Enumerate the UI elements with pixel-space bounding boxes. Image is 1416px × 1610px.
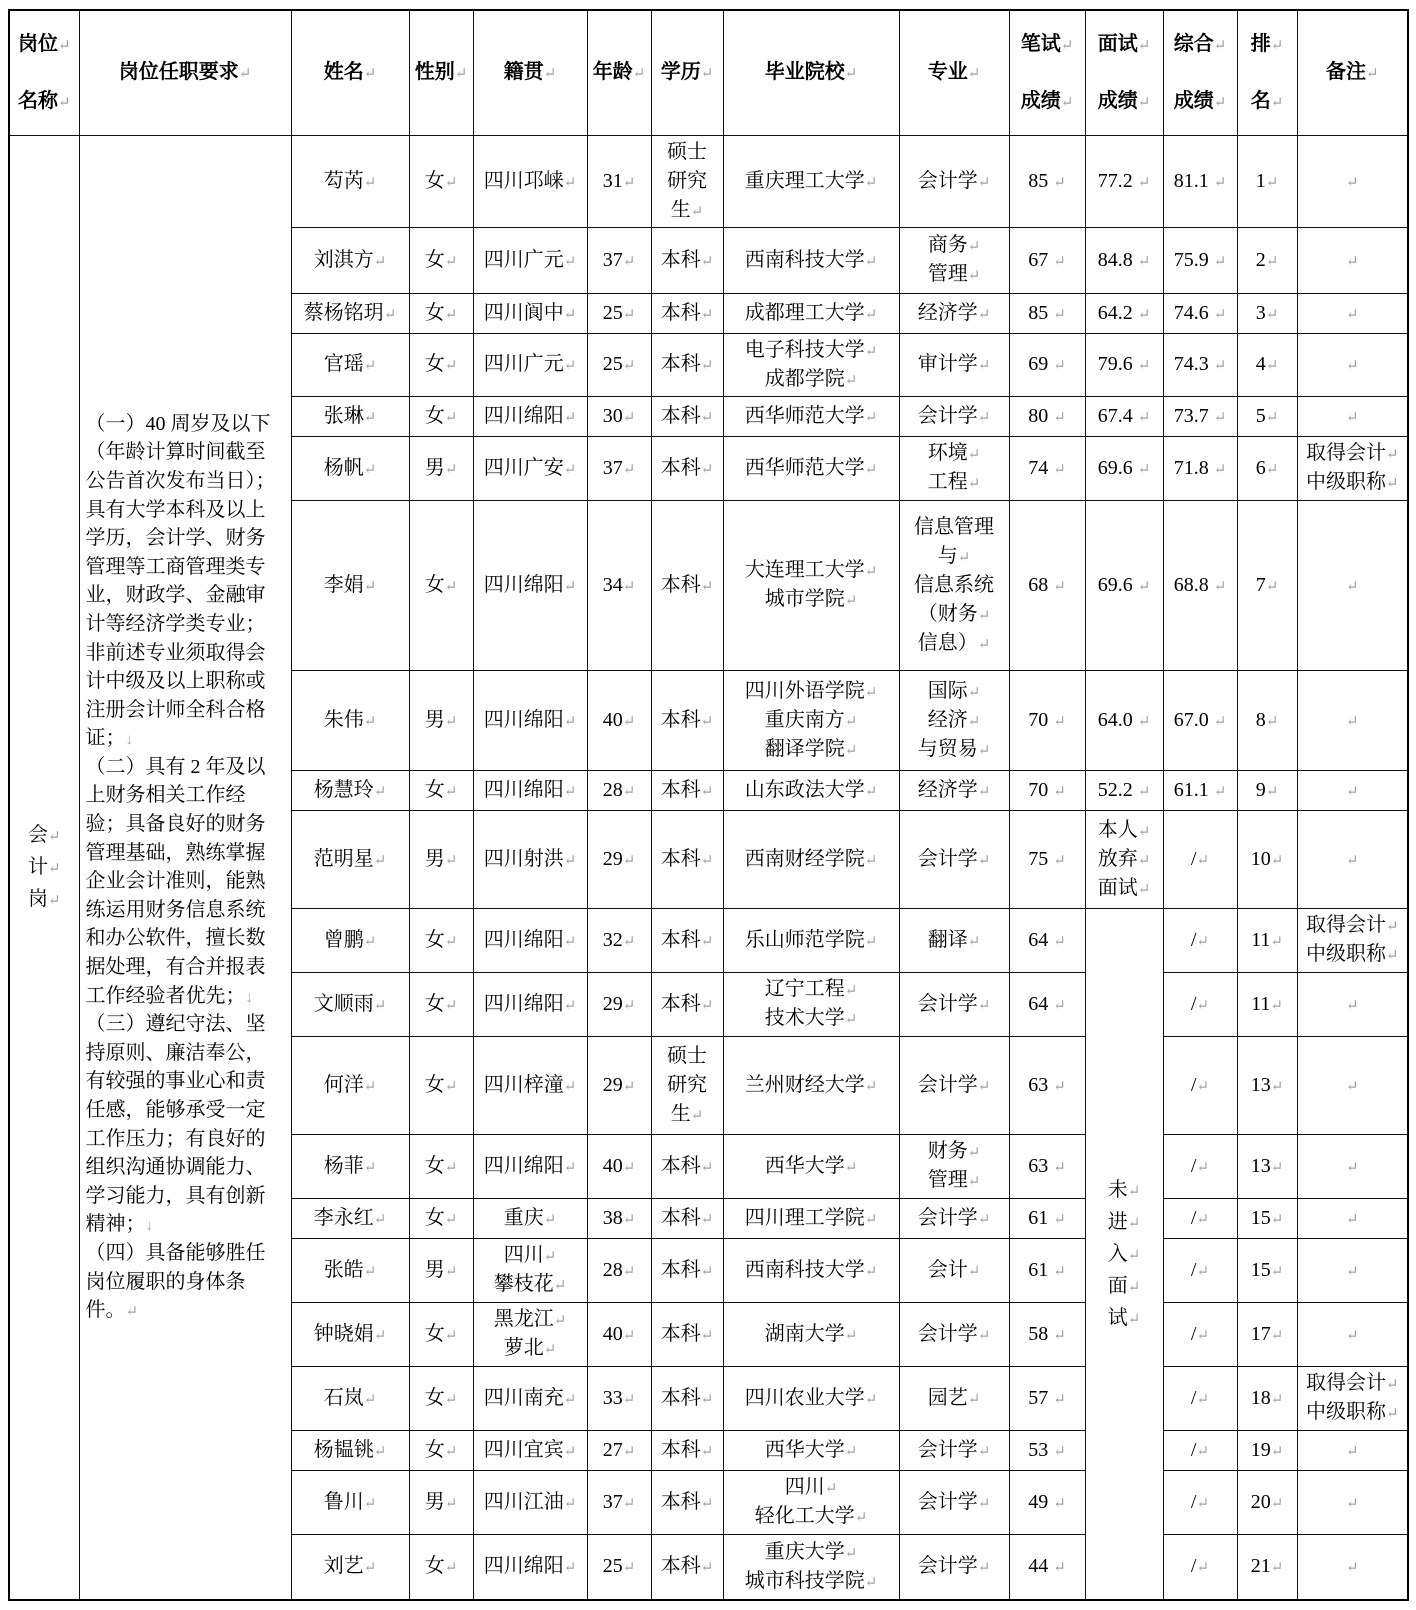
written-score-cell: 70 ↵ xyxy=(1009,670,1085,770)
hometown-cell: 四川绵阳↵ xyxy=(473,972,587,1036)
education-cell: 本科↵ xyxy=(651,972,723,1036)
gender-cell: 女↵ xyxy=(409,135,473,227)
age-cell: 27↵ xyxy=(587,1430,651,1470)
written-score-cell: 57 ↵ xyxy=(1009,1366,1085,1430)
overall-score-cell: /↵ xyxy=(1163,1470,1237,1534)
written-score-cell: 85 ↵ xyxy=(1009,293,1085,333)
major-cell: 会计学↵ xyxy=(899,1198,1009,1238)
education-cell: 本科↵ xyxy=(651,1198,723,1238)
name-cell: 鲁川↵ xyxy=(291,1470,409,1534)
age-cell: 37↵ xyxy=(587,1470,651,1534)
header-name: 姓名↵ xyxy=(291,10,409,135)
position-requirements-cell: （一）40 周岁及以下（年龄计算时间截至公告首次发布当日）；具有大学本科及以上学历，会计学、财务管理等工商管理类专业，财政学、金融审计等经济学类专业；非前述专业须取得会计中级及以上职称或注册会计师全科合格证；↓ （二）具有 2 年及以上财务相关工作经验；具备良好的财务管理基础，熟练掌握企业会计准则，能熟练运用财务信息系统和办公软件，擅长数据处理，有合并报表工作经验者优先；↓ （三）遵纪守法、坚持原则、廉洁奉公，有较强的事业心和责任感，能够承受一定工作压力；有良好的组织沟通协调能力、学习能力，具有创新精神；↓ （四）具备能够胜任岗位履职的身体条件。↵ xyxy=(79,135,291,1600)
school-cell: 重庆大学↵ 城市科技学院↵ xyxy=(723,1534,899,1600)
major-cell: 经济学↵ xyxy=(899,293,1009,333)
hometown-cell: 四川绵阳↵ xyxy=(473,500,587,670)
overall-score-cell: /↵ xyxy=(1163,1238,1237,1302)
education-cell: 本科↵ xyxy=(651,293,723,333)
rank-cell: 4↵ xyxy=(1237,333,1297,396)
header-remark: 备注↵ xyxy=(1297,10,1408,135)
age-cell: 29↵ xyxy=(587,972,651,1036)
hometown-cell: 四川广元↵ xyxy=(473,227,587,293)
gender-cell: 女↵ xyxy=(409,908,473,972)
hometown-cell: 四川↵ 攀枝花↵ xyxy=(473,1238,587,1302)
education-cell: 本科↵ xyxy=(651,1430,723,1470)
age-cell: 40↵ xyxy=(587,1302,651,1366)
major-cell: 会计学↵ xyxy=(899,1534,1009,1600)
school-cell: 山东政法大学↵ xyxy=(723,770,899,810)
education-cell: 本科↵ xyxy=(651,1134,723,1198)
school-cell: 兰州财经大学↵ xyxy=(723,1036,899,1134)
name-cell: 杨慧玲↵ xyxy=(291,770,409,810)
overall-score-cell: 75.9 ↵ xyxy=(1163,227,1237,293)
education-cell: 本科↵ xyxy=(651,1366,723,1430)
name-cell: 蔡杨铭玥↵ xyxy=(291,293,409,333)
rank-cell: 11↵ xyxy=(1237,972,1297,1036)
education-cell: 本科↵ xyxy=(651,333,723,396)
major-cell: 经济学↵ xyxy=(899,770,1009,810)
rank-cell: 9↵ xyxy=(1237,770,1297,810)
gender-cell: 女↵ xyxy=(409,1198,473,1238)
interview-score-cell: 64.2 ↵ xyxy=(1085,293,1163,333)
gender-cell: 女↵ xyxy=(409,396,473,436)
overall-score-cell: /↵ xyxy=(1163,1302,1237,1366)
hometown-cell: 重庆↵ xyxy=(473,1198,587,1238)
age-cell: 40↵ xyxy=(587,1134,651,1198)
remark-cell: ↵ xyxy=(1297,227,1408,293)
rank-cell: 10↵ xyxy=(1237,810,1297,908)
written-score-cell: 80 ↵ xyxy=(1009,396,1085,436)
remark-cell: ↵ xyxy=(1297,333,1408,396)
overall-score-cell: 61.1 ↵ xyxy=(1163,770,1237,810)
education-cell: 本科↵ xyxy=(651,810,723,908)
age-cell: 28↵ xyxy=(587,770,651,810)
name-cell: 刘淇方↵ xyxy=(291,227,409,293)
gender-cell: 女↵ xyxy=(409,1430,473,1470)
age-cell: 25↵ xyxy=(587,1534,651,1600)
major-cell: 会计学↵ xyxy=(899,972,1009,1036)
remark-cell: ↵ xyxy=(1297,1036,1408,1134)
gender-cell: 男↵ xyxy=(409,1238,473,1302)
major-cell: 会计学↵ xyxy=(899,1470,1009,1534)
school-cell: 西华大学↵ xyxy=(723,1134,899,1198)
remark-cell: ↵ xyxy=(1297,396,1408,436)
remark-cell: ↵ xyxy=(1297,500,1408,670)
major-cell: 园艺↵ xyxy=(899,1366,1009,1430)
hometown-cell: 四川绵阳↵ xyxy=(473,1134,587,1198)
gender-cell: 女↵ xyxy=(409,1036,473,1134)
remark-cell: ↵ xyxy=(1297,670,1408,770)
rank-cell: 11↵ xyxy=(1237,908,1297,972)
written-score-cell: 64 ↵ xyxy=(1009,908,1085,972)
hometown-cell: 四川阆中↵ xyxy=(473,293,587,333)
overall-score-cell: /↵ xyxy=(1163,972,1237,1036)
gender-cell: 女↵ xyxy=(409,972,473,1036)
major-cell: 会计学↵ xyxy=(899,396,1009,436)
school-cell: 四川↵ 轻化工大学↵ xyxy=(723,1470,899,1534)
school-cell: 西华大学↵ xyxy=(723,1430,899,1470)
header-position-name: 岗位↵ 名称↵ xyxy=(9,10,79,135)
age-cell: 28↵ xyxy=(587,1238,651,1302)
overall-score-cell: 81.1 ↵ xyxy=(1163,135,1237,227)
education-cell: 本科↵ xyxy=(651,1238,723,1302)
name-cell: 杨帆↵ xyxy=(291,436,409,500)
major-cell: 信息管理 与↵ 信息系统 （财务↵ 信息）↵ xyxy=(899,500,1009,670)
education-cell: 本科↵ xyxy=(651,500,723,670)
header-age: 年龄↵ xyxy=(587,10,651,135)
school-cell: 四川外语学院↵ 重庆南方↵ 翻译学院↵ xyxy=(723,670,899,770)
rank-cell: 3↵ xyxy=(1237,293,1297,333)
written-score-cell: 61 ↵ xyxy=(1009,1198,1085,1238)
header-overall-score: 综合↵ 成绩↵ xyxy=(1163,10,1237,135)
age-cell: 32↵ xyxy=(587,908,651,972)
overall-score-cell: /↵ xyxy=(1163,1198,1237,1238)
remark-cell: ↵ xyxy=(1297,135,1408,227)
rank-cell: 5↵ xyxy=(1237,396,1297,436)
school-cell: 电子科技大学↵ 成都学院↵ xyxy=(723,333,899,396)
remark-cell: ↵ xyxy=(1297,1238,1408,1302)
major-cell: 环境↵ 工程↵ xyxy=(899,436,1009,500)
major-cell: 财务↵ 管理↵ xyxy=(899,1134,1009,1198)
education-cell: 硕士 研究 生↵ xyxy=(651,1036,723,1134)
hometown-cell: 黑龙江↵ 萝北↵ xyxy=(473,1302,587,1366)
overall-score-cell: /↵ xyxy=(1163,1430,1237,1470)
education-cell: 本科↵ xyxy=(651,1302,723,1366)
remark-cell: ↵ xyxy=(1297,1534,1408,1600)
gender-cell: 女↵ xyxy=(409,1134,473,1198)
school-cell: 辽宁工程↵ 技术大学↵ xyxy=(723,972,899,1036)
hometown-cell: 四川绵阳↵ xyxy=(473,396,587,436)
age-cell: 38↵ xyxy=(587,1198,651,1238)
hometown-cell: 四川绵阳↵ xyxy=(473,1534,587,1600)
major-cell: 会计学↵ xyxy=(899,810,1009,908)
education-cell: 本科↵ xyxy=(651,908,723,972)
position-name-cell: 会↵ 计↵ 岗↵ xyxy=(9,135,79,1600)
written-score-cell: 64 ↵ xyxy=(1009,972,1085,1036)
rank-cell: 2↵ xyxy=(1237,227,1297,293)
gender-cell: 男↵ xyxy=(409,1470,473,1534)
major-cell: 会计学↵ xyxy=(899,1036,1009,1134)
hometown-cell: 四川射洪↵ xyxy=(473,810,587,908)
education-cell: 本科↵ xyxy=(651,436,723,500)
gender-cell: 男↵ xyxy=(409,670,473,770)
written-score-cell: 53 ↵ xyxy=(1009,1430,1085,1470)
age-cell: 25↵ xyxy=(587,333,651,396)
remark-cell: ↵ xyxy=(1297,293,1408,333)
rank-cell: 20↵ xyxy=(1237,1470,1297,1534)
gender-cell: 男↵ xyxy=(409,810,473,908)
remark-cell: 取得会计↵ 中级职称↵ xyxy=(1297,908,1408,972)
hometown-cell: 四川绵阳↵ xyxy=(473,670,587,770)
school-cell: 重庆理工大学↵ xyxy=(723,135,899,227)
rank-cell: 7↵ xyxy=(1237,500,1297,670)
interview-score-cell: 79.6 ↵ xyxy=(1085,333,1163,396)
recruitment-results-table xyxy=(8,9,1409,1601)
header-requirements: 岗位任职要求↵ xyxy=(79,10,291,135)
age-cell: 40↵ xyxy=(587,670,651,770)
interview-score-cell: 52.2 ↵ xyxy=(1085,770,1163,810)
written-score-cell: 44 ↵ xyxy=(1009,1534,1085,1600)
age-cell: 34↵ xyxy=(587,500,651,670)
header-rank: 排↵ 名↵ xyxy=(1237,10,1297,135)
major-cell: 审计学↵ xyxy=(899,333,1009,396)
hometown-cell: 四川绵阳↵ xyxy=(473,908,587,972)
written-score-cell: 63 ↵ xyxy=(1009,1036,1085,1134)
header-education: 学历↵ xyxy=(651,10,723,135)
written-score-cell: 75 ↵ xyxy=(1009,810,1085,908)
interview-score-cell: 67.4 ↵ xyxy=(1085,396,1163,436)
school-cell: 西华师范大学↵ xyxy=(723,396,899,436)
overall-score-cell: 73.7 ↵ xyxy=(1163,396,1237,436)
gender-cell: 女↵ xyxy=(409,1534,473,1600)
written-score-cell: 69 ↵ xyxy=(1009,333,1085,396)
interview-score-cell: 77.2 ↵ xyxy=(1085,135,1163,227)
header-gender: 性别↵ xyxy=(409,10,473,135)
name-cell: 张皓↵ xyxy=(291,1238,409,1302)
header-interview-score: 面试↵ 成绩↵ xyxy=(1085,10,1163,135)
interview-score-cell: 84.8 ↵ xyxy=(1085,227,1163,293)
gender-cell: 女↵ xyxy=(409,500,473,670)
written-score-cell: 61 ↵ xyxy=(1009,1238,1085,1302)
rank-cell: 17↵ xyxy=(1237,1302,1297,1366)
remark-cell: ↵ xyxy=(1297,1430,1408,1470)
name-cell: 刘艺↵ xyxy=(291,1534,409,1600)
written-score-cell: 49 ↵ xyxy=(1009,1470,1085,1534)
age-cell: 29↵ xyxy=(587,1036,651,1134)
hometown-cell: 四川梓潼↵ xyxy=(473,1036,587,1134)
written-score-cell: 58 ↵ xyxy=(1009,1302,1085,1366)
hometown-cell: 四川绵阳↵ xyxy=(473,770,587,810)
overall-score-cell: 67.0 ↵ xyxy=(1163,670,1237,770)
major-cell: 会计学↵ xyxy=(899,1430,1009,1470)
school-cell: 乐山师范学院↵ xyxy=(723,908,899,972)
education-cell: 本科↵ xyxy=(651,396,723,436)
rank-cell: 15↵ xyxy=(1237,1198,1297,1238)
header-row xyxy=(9,10,1408,135)
school-cell: 湖南大学↵ xyxy=(723,1302,899,1366)
rank-cell: 21↵ xyxy=(1237,1534,1297,1600)
gender-cell: 女↵ xyxy=(409,227,473,293)
name-cell: 范明星↵ xyxy=(291,810,409,908)
written-score-cell: 67 ↵ xyxy=(1009,227,1085,293)
name-cell: 张琳↵ xyxy=(291,396,409,436)
name-cell: 李娟↵ xyxy=(291,500,409,670)
name-cell: 何洋↵ xyxy=(291,1036,409,1134)
education-cell: 本科↵ xyxy=(651,1534,723,1600)
education-cell: 本科↵ xyxy=(651,227,723,293)
education-cell: 本科↵ xyxy=(651,670,723,770)
name-cell: 钟晓娟↵ xyxy=(291,1302,409,1366)
interview-score-cell: 本人↵ 放弃↵ 面试↵ xyxy=(1085,810,1163,908)
name-cell: 李永红↵ xyxy=(291,1198,409,1238)
major-cell: 会计学↵ xyxy=(899,135,1009,227)
major-cell: 翻译↵ xyxy=(899,908,1009,972)
no-interview-merged-cell: 未↵ 进↵ 入↵ 面↵ 试↵ xyxy=(1085,908,1163,1600)
remark-cell: ↵ xyxy=(1297,1302,1408,1366)
age-cell: 30↵ xyxy=(587,396,651,436)
written-score-cell: 74 ↵ xyxy=(1009,436,1085,500)
gender-cell: 女↵ xyxy=(409,1366,473,1430)
interview-score-cell: 69.6 ↵ xyxy=(1085,436,1163,500)
education-cell: 本科↵ xyxy=(651,1470,723,1534)
rank-cell: 18↵ xyxy=(1237,1366,1297,1430)
gender-cell: 女↵ xyxy=(409,770,473,810)
name-cell: 芶芮↵ xyxy=(291,135,409,227)
header-hometown: 籍贯↵ xyxy=(473,10,587,135)
age-cell: 25↵ xyxy=(587,293,651,333)
name-cell: 石岚↵ xyxy=(291,1366,409,1430)
remark-cell: ↵ xyxy=(1297,770,1408,810)
header-major: 专业↵ xyxy=(899,10,1009,135)
remark-cell: 取得会计↵ 中级职称↵ xyxy=(1297,1366,1408,1430)
gender-cell: 男↵ xyxy=(409,436,473,500)
remark-cell: ↵ xyxy=(1297,810,1408,908)
school-cell: 大连理工大学↵ 城市学院↵ xyxy=(723,500,899,670)
hometown-cell: 四川广安↵ xyxy=(473,436,587,500)
hometown-cell: 四川广元↵ xyxy=(473,333,587,396)
written-score-cell: 68 ↵ xyxy=(1009,500,1085,670)
name-cell: 官瑶↵ xyxy=(291,333,409,396)
rank-cell: 13↵ xyxy=(1237,1134,1297,1198)
table-row xyxy=(9,135,1408,227)
overall-score-cell: /↵ xyxy=(1163,1534,1237,1600)
interview-score-cell: 69.6 ↵ xyxy=(1085,500,1163,670)
written-score-cell: 63 ↵ xyxy=(1009,1134,1085,1198)
age-cell: 33↵ xyxy=(587,1366,651,1430)
school-cell: 西南财经学院↵ xyxy=(723,810,899,908)
remark-cell: ↵ xyxy=(1297,1198,1408,1238)
overall-score-cell: /↵ xyxy=(1163,810,1237,908)
name-cell: 杨菲↵ xyxy=(291,1134,409,1198)
written-score-cell: 70 ↵ xyxy=(1009,770,1085,810)
hometown-cell: 四川江油↵ xyxy=(473,1470,587,1534)
rank-cell: 6↵ xyxy=(1237,436,1297,500)
gender-cell: 女↵ xyxy=(409,293,473,333)
overall-score-cell: 71.8 ↵ xyxy=(1163,436,1237,500)
rank-cell: 19↵ xyxy=(1237,1430,1297,1470)
remark-cell: ↵ xyxy=(1297,972,1408,1036)
overall-score-cell: /↵ xyxy=(1163,1036,1237,1134)
name-cell: 杨韫铫↵ xyxy=(291,1430,409,1470)
hometown-cell: 四川南充↵ xyxy=(473,1366,587,1430)
header-written-score: 笔试↵ 成绩↵ xyxy=(1009,10,1085,135)
overall-score-cell: /↵ xyxy=(1163,1366,1237,1430)
hometown-cell: 四川邛崃↵ xyxy=(473,135,587,227)
name-cell: 曾鹏↵ xyxy=(291,908,409,972)
remark-cell: ↵ xyxy=(1297,1470,1408,1534)
age-cell: 29↵ xyxy=(587,810,651,908)
rank-cell: 15↵ xyxy=(1237,1238,1297,1302)
hometown-cell: 四川宜宾↵ xyxy=(473,1430,587,1470)
name-cell: 朱伟↵ xyxy=(291,670,409,770)
written-score-cell: 85 ↵ xyxy=(1009,135,1085,227)
overall-score-cell: 74.3 ↵ xyxy=(1163,333,1237,396)
school-cell: 四川农业大学↵ xyxy=(723,1366,899,1430)
name-cell: 文顺雨↵ xyxy=(291,972,409,1036)
school-cell: 西南科技大学↵ xyxy=(723,227,899,293)
school-cell: 四川理工学院↵ xyxy=(723,1198,899,1238)
remark-cell: 取得会计↵ 中级职称↵ xyxy=(1297,436,1408,500)
overall-score-cell: 68.8 ↵ xyxy=(1163,500,1237,670)
school-cell: 西华师范大学↵ xyxy=(723,436,899,500)
school-cell: 西南科技大学↵ xyxy=(723,1238,899,1302)
gender-cell: 女↵ xyxy=(409,1302,473,1366)
education-cell: 本科↵ xyxy=(651,770,723,810)
age-cell: 31↵ xyxy=(587,135,651,227)
age-cell: 37↵ xyxy=(587,227,651,293)
age-cell: 37↵ xyxy=(587,436,651,500)
header-school: 毕业院校↵ xyxy=(723,10,899,135)
major-cell: 会计学↵ xyxy=(899,1302,1009,1366)
rank-cell: 8↵ xyxy=(1237,670,1297,770)
major-cell: 商务↵ 管理↵ xyxy=(899,227,1009,293)
major-cell: 国际↵ 经济↵ 与贸易↵ xyxy=(899,670,1009,770)
rank-cell: 1↵ xyxy=(1237,135,1297,227)
interview-score-cell: 64.0 ↵ xyxy=(1085,670,1163,770)
overall-score-cell: /↵ xyxy=(1163,908,1237,972)
gender-cell: 女↵ xyxy=(409,333,473,396)
school-cell: 成都理工大学↵ xyxy=(723,293,899,333)
overall-score-cell: /↵ xyxy=(1163,1134,1237,1198)
overall-score-cell: 74.6 ↵ xyxy=(1163,293,1237,333)
major-cell: 会计↵ xyxy=(899,1238,1009,1302)
remark-cell: ↵ xyxy=(1297,1134,1408,1198)
rank-cell: 13↵ xyxy=(1237,1036,1297,1134)
education-cell: 硕士 研究 生↵ xyxy=(651,135,723,227)
